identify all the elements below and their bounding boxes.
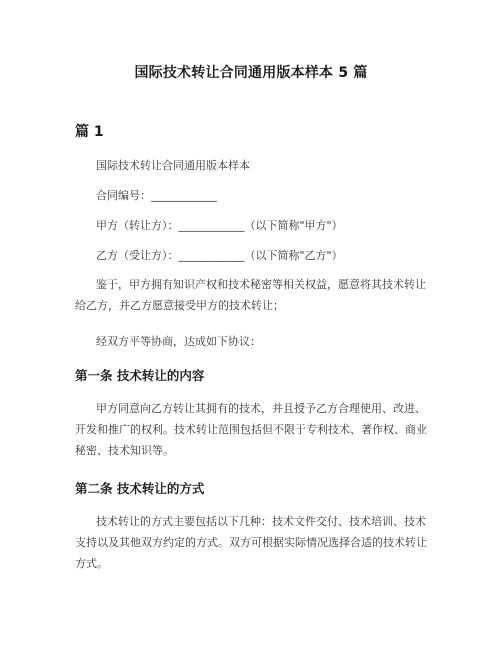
party-b-line: 乙方（受让方）：____________（以下简称"乙方"）	[96, 249, 343, 262]
article-2-heading: 第二条 技术转让的方式	[75, 481, 205, 496]
agreement-intro: 经双方平等协商，达成如下协议：	[96, 335, 261, 348]
preamble-paragraph: 鉴于，甲方拥有知识产权和技术秘密等相关权益，愿意将其技术转让给乙方，并乙方愿意接受甲方的技术转让；	[75, 278, 426, 312]
contract-number: 合同编号：____________	[96, 189, 217, 202]
section-heading: 篇 1	[75, 124, 104, 140]
article-1-body: 甲方同意向乙方转让其拥有的技术，并且授予乙方合理使用、改进、开发和推广的权利。技术转让范围包括但不限于专利技术、著作权、商业秘密、技术知识等。	[75, 402, 427, 457]
contract-subtitle: 国际技术转让合同通用版本样本	[96, 159, 250, 172]
article-2-body: 技术转让的方式主要包括以下几种：技术文件交付、技术培训、技术支持以及其他双方约定的方式。双方可根据实际情况选择合适的技术转让方式。	[75, 515, 427, 570]
article-1-heading: 第一条 技术转让的内容	[75, 368, 205, 383]
document-title: 国际技术转让合同通用版本样本 5 篇	[134, 65, 368, 81]
party-a-line: 甲方（转让方）：____________（以下简称"甲方"）	[96, 219, 343, 232]
